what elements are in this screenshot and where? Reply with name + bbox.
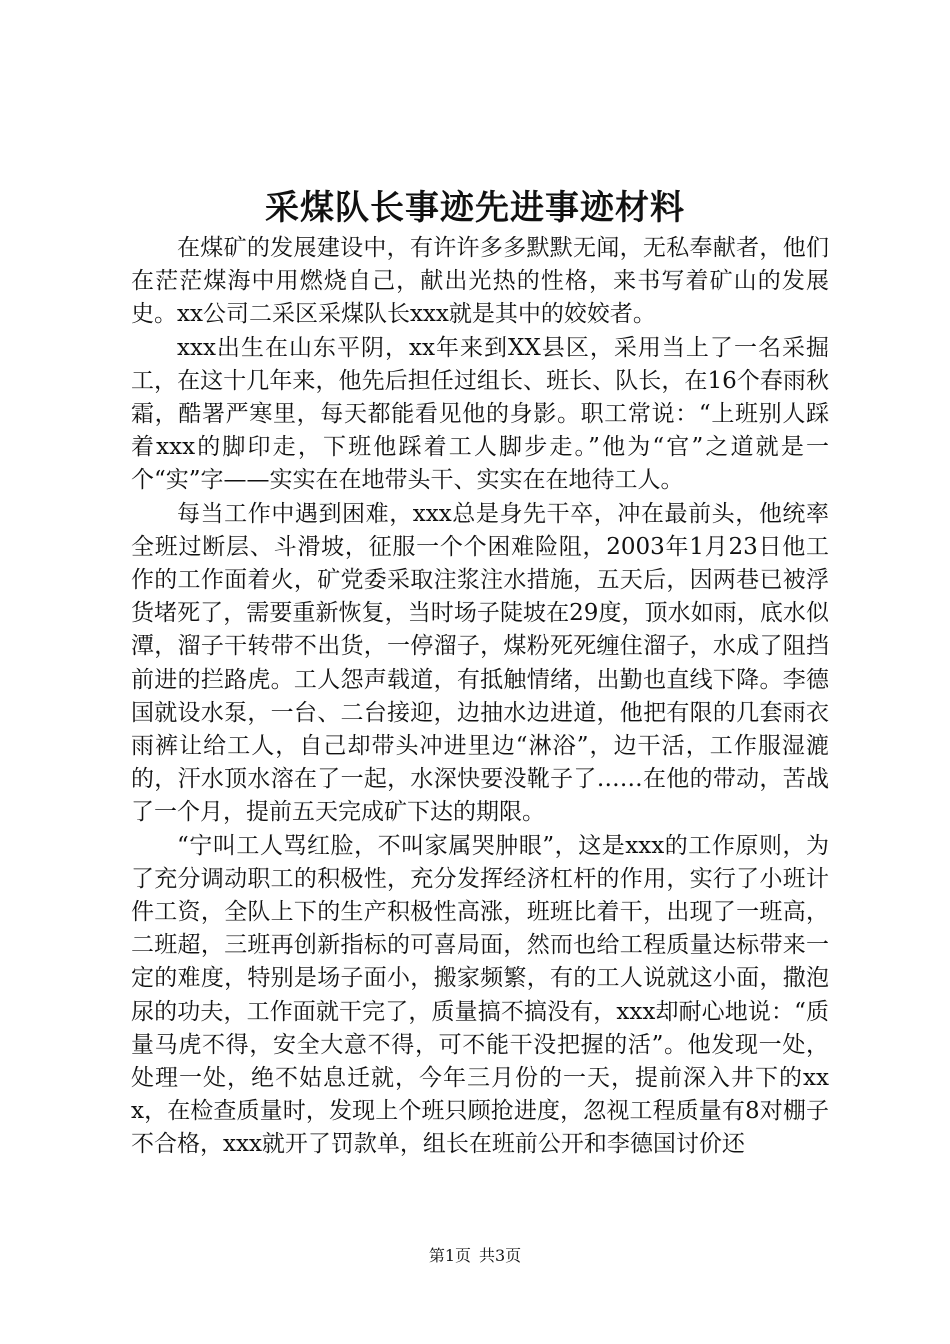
- paragraph: 在煤矿的发展建设中，有许许多多默默无闻，无私奉献者，他们在茫茫煤海中用燃烧自己，献出光热的性格，来书写着矿山的发展史。xx公司二采区采煤队长xxx就是其中的姣姣者。: [131, 235, 829, 328]
- paragraph: “宁叫工人骂红脸，不叫家属哭肿眼”，这是xxx的工作原则，为了充分调动职工的积极性，充分发挥经济杠杆的作用，实行了小班计件工资，全队上下的生产积极性高涨，班班比着干，出现了一班高，二班超，三班再创新指标的可喜局面，然而也给工程质量达标带来一定的难度，特别是场子面小，搬家频繁，有的工人说就这小面，撒泡尿的功夫，工作面就干完了，质量搞不搞没有，xxx却耐心地说：“质量马虎不得，安全大意不得，可不能干没把握的活”。他发现一处，处理一处，绝不姑息迁就，今年三月份的一天，提前深入井下的xxx，在检查质量时，发现上个班只顾抢进度，忽视工程质量有8对棚子不合格，xxx就开了罚款单，组长在班前公开和李德国讨价还: [131, 832, 829, 1158]
- document-body: [131, 232, 829, 1162]
- page-footer: [0, 1244, 950, 1268]
- paragraph: 每当工作中遇到困难，xxx总是身先干卒，冲在最前头，他统率全班过断层、斗滑坡，征服一个个困难险阻，2003年1月23日他工作的工作面着火，矿党委采取注浆注水措施，五天后，因两巷已被浮货堵死了，需要重新恢复，当时场子陡坡在29度，顶水如雨，底水似潭，溜子干转带不出货，一停溜子，煤粉死死缠住溜子，水成了阻挡前进的拦路虎。工人怨声载道，有抵触情绪，出勤也直线下降。李德国就设水泵，一台、二台接迎，边抽水边进道，他把有限的几套雨衣雨裤让给工人，自己却带头冲进里边“淋浴”，边干活，工作服湿漉的，汗水顶水溶在了一起，水深快要没靴子了……在他的带动，苦战了一个月，提前五天完成矿下达的期限。: [131, 500, 829, 826]
- page-number: 第1页: [428, 1246, 471, 1265]
- paragraph: xxx出生在山东平阴，xx年来到XX县区，采用当上了一名采掘工，在这十几年来，他先后担任过组长、班长、队长，在16个春雨秋霜，酷署严寒里，每天都能看见他的身影。职工常说：“上班别人踩着xxx的脚印走，下班他踩着工人脚步走。”他为“官”之道就是一个“实”字——实实在在地带头干、实实在在地待工人。: [131, 334, 829, 494]
- page-total: 共3页: [479, 1246, 522, 1265]
- document-title: 采煤队长事迹先进事迹材料: [265, 188, 685, 228]
